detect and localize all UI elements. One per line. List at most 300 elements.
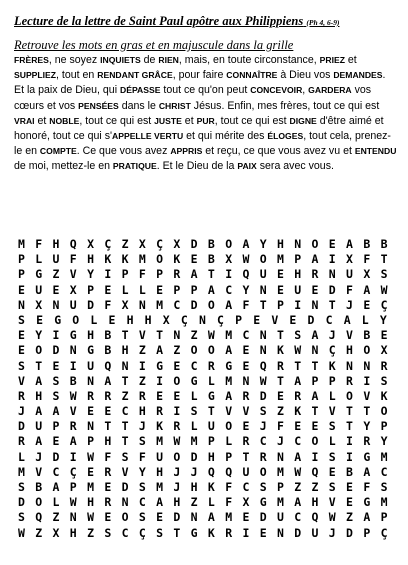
- grid-letter: B: [207, 252, 215, 267]
- grid-letter: R: [18, 388, 25, 403]
- grid-letter: P: [276, 297, 284, 312]
- grid-row: [18, 359, 398, 374]
- grid-letter: M: [156, 434, 164, 449]
- grid-letter: T: [173, 525, 181, 540]
- grid-letter: F: [225, 495, 233, 510]
- grid-letter: E: [294, 419, 302, 434]
- grid-letter: E: [328, 464, 336, 479]
- grid-letter: N: [198, 312, 206, 327]
- grid-letter: O: [225, 419, 233, 434]
- grid-letter: C: [190, 358, 198, 373]
- grid-letter: P: [69, 480, 77, 494]
- grid-letter: U: [242, 464, 250, 479]
- grid-letter: L: [18, 449, 25, 464]
- grid-letter: V: [69, 404, 77, 419]
- title-text: Lecture de la lettre de Saint Paul apôtre aux Philippiens: [14, 14, 304, 28]
- grid-letter: Ç: [180, 312, 188, 327]
- grid-letter: K: [156, 419, 164, 434]
- grid-letter: E: [276, 267, 284, 282]
- grid-letter: V: [121, 464, 129, 479]
- grid-letter: J: [35, 449, 43, 464]
- grid-letter: E: [104, 282, 112, 297]
- grid-letter: E: [363, 297, 371, 312]
- grid-letter: E: [346, 480, 353, 494]
- passage-text: , mais, en toute circonstance,: [178, 54, 320, 66]
- keyword: FRÈRES: [14, 55, 49, 65]
- keyword: GARDERA: [308, 85, 352, 96]
- grid-letter: C: [138, 495, 146, 510]
- grid-letter: A: [294, 373, 302, 388]
- grid-letter: D: [294, 525, 302, 540]
- grid-letter: T: [207, 267, 215, 282]
- grid-letter: A: [346, 237, 353, 251]
- grid-letter: P: [363, 525, 371, 540]
- grid-letter: T: [346, 404, 353, 419]
- grid-letter: E: [156, 282, 164, 297]
- grid-letter: C: [242, 328, 250, 343]
- grid-letter: Q: [104, 358, 112, 373]
- grid-letter: W: [294, 464, 302, 479]
- keyword: COMPTE: [39, 146, 77, 157]
- grid-letter: N: [87, 373, 94, 388]
- grid-letter: A: [156, 343, 164, 358]
- grid-letter: I: [52, 328, 60, 343]
- grid-letter: G: [54, 312, 62, 327]
- grid-letter: S: [259, 480, 267, 494]
- grid-row: [18, 465, 398, 480]
- grid-letter: E: [87, 404, 94, 419]
- grid-letter: O: [207, 297, 215, 312]
- grid-letter: M: [225, 373, 233, 388]
- grid-letter: G: [363, 449, 371, 464]
- grid-letter: L: [90, 312, 98, 327]
- grid-letter: K: [121, 252, 129, 267]
- grid-letter: Z: [311, 480, 319, 494]
- grid-letter: D: [121, 480, 129, 494]
- keyword: RENDANT GRÂCE: [97, 70, 173, 81]
- grid-letter: F: [276, 419, 284, 434]
- grid-letter: V: [271, 312, 279, 327]
- grid-letter: M: [138, 252, 146, 267]
- grid-letter: A: [225, 297, 233, 312]
- grid-letter: Z: [87, 525, 94, 540]
- grid-letter: Z: [346, 510, 353, 525]
- grid-letter: O: [363, 343, 371, 358]
- grid-row: [18, 389, 398, 404]
- grid-letter: A: [52, 480, 60, 494]
- grid-letter: N: [259, 328, 267, 343]
- grid-letter: M: [276, 252, 284, 267]
- grid-letter: J: [259, 419, 267, 434]
- grid-letter: K: [207, 525, 215, 540]
- grid-letter: E: [156, 510, 164, 525]
- grid-letter: A: [242, 237, 250, 251]
- grid-letter: F: [69, 252, 77, 267]
- keyword: CONCEVOIR: [250, 85, 303, 96]
- grid-letter: Q: [69, 237, 77, 251]
- grid-letter: P: [87, 282, 94, 297]
- passage-text: et: [181, 114, 197, 127]
- grid-letter: O: [173, 449, 181, 464]
- grid-letter: E: [52, 434, 60, 449]
- grid-letter: G: [35, 267, 43, 282]
- grid-letter: A: [363, 464, 371, 479]
- grid-letter: N: [328, 267, 336, 282]
- grid-letter: W: [18, 525, 25, 540]
- grid-letter: M: [276, 495, 284, 510]
- grid-letter: N: [346, 358, 353, 373]
- grid-letter: E: [36, 312, 44, 327]
- grid-letter: T: [121, 434, 129, 449]
- grid-letter: A: [311, 388, 319, 403]
- grid-letter: L: [328, 434, 336, 449]
- grid-letter: U: [52, 252, 60, 267]
- grid-letter: X: [87, 237, 94, 251]
- grid-letter: J: [138, 419, 146, 434]
- grid-letter: V: [363, 388, 371, 403]
- grid-letter: D: [346, 525, 353, 540]
- grid-letter: A: [35, 373, 43, 388]
- grid-letter: Q: [225, 464, 233, 479]
- grid-letter: Ç: [380, 525, 388, 540]
- grid-letter: S: [156, 525, 164, 540]
- grid-letter: N: [173, 328, 181, 343]
- passage-text: d'être aimé et honoré, tout ce qui s': [14, 114, 384, 143]
- grid-letter: O: [311, 237, 319, 251]
- grid-letter: K: [294, 404, 302, 419]
- grid-letter: H: [144, 312, 152, 327]
- grid-letter: E: [311, 282, 319, 297]
- passage-text: et qui mérite des: [183, 130, 268, 143]
- grid-letter: E: [18, 328, 25, 343]
- grid-letter: P: [18, 252, 25, 267]
- passage-text: , tout en: [56, 69, 98, 82]
- grid-letter: S: [380, 267, 388, 282]
- grid-row: [18, 343, 398, 358]
- grid-letter: E: [253, 312, 261, 327]
- grid-letter: P: [52, 419, 60, 434]
- grid-letter: X: [162, 312, 170, 327]
- grid-letter: G: [259, 495, 267, 510]
- grid-row: [18, 237, 398, 252]
- passage-text: . Et la paix de Dieu, qui: [14, 69, 386, 97]
- grid-letter: B: [363, 328, 371, 343]
- grid-letter: L: [225, 434, 233, 449]
- grid-letter: E: [52, 358, 60, 373]
- grid-letter: L: [121, 282, 129, 297]
- passage-text: sera avec vous.: [256, 160, 334, 173]
- grid-letter: Y: [379, 312, 387, 327]
- grid-letter: S: [190, 404, 198, 419]
- grid-letter: A: [207, 510, 215, 525]
- grid-letter: L: [52, 495, 60, 510]
- grid-letter: G: [225, 358, 233, 373]
- grid-letter: Z: [121, 237, 129, 251]
- grid-letter: A: [207, 282, 215, 297]
- grid-letter: Z: [276, 404, 284, 419]
- grid-letter: E: [104, 480, 112, 494]
- grid-letter: T: [156, 328, 164, 343]
- grid-letter: A: [294, 495, 302, 510]
- grid-letter: N: [121, 358, 129, 373]
- grid-letter: T: [346, 419, 353, 434]
- grid-letter: B: [380, 237, 388, 251]
- grid-row: [18, 450, 398, 465]
- grid-letter: L: [138, 282, 146, 297]
- grid-letter: G: [190, 373, 198, 388]
- grid-letter: K: [173, 252, 181, 267]
- grid-letter: W: [87, 510, 94, 525]
- grid-letter: H: [207, 449, 215, 464]
- grid-letter: E: [242, 510, 250, 525]
- grid-letter: M: [380, 449, 388, 464]
- grid-letter: B: [207, 237, 215, 251]
- grid-letter: G: [207, 388, 215, 403]
- grid-letter: O: [346, 388, 353, 403]
- grid-letter: D: [52, 449, 60, 464]
- passage-text: vos cœurs et vos: [14, 84, 372, 112]
- keyword: DIGNE: [289, 115, 317, 126]
- grid-letter: F: [225, 480, 233, 494]
- grid-letter: I: [69, 449, 77, 464]
- grid-letter: R: [311, 267, 319, 282]
- grid-letter: L: [207, 495, 215, 510]
- grid-letter: M: [18, 464, 25, 479]
- grid-letter: P: [311, 373, 319, 388]
- grid-letter: H: [311, 495, 319, 510]
- grid-letter: P: [173, 282, 181, 297]
- keyword: RIEN: [158, 55, 179, 65]
- grid-row: [18, 419, 398, 434]
- grid-letter: L: [361, 312, 369, 327]
- grid-letter: X: [173, 237, 181, 251]
- grid-letter: S: [380, 373, 388, 388]
- grid-letter: L: [328, 388, 336, 403]
- grid-letter: S: [138, 510, 146, 525]
- grid-letter: V: [138, 328, 146, 343]
- grid-letter: Y: [242, 282, 250, 297]
- grid-row: [18, 267, 398, 282]
- keyword: PUR: [196, 115, 215, 126]
- grid-letter: N: [138, 297, 146, 312]
- grid-letter: N: [294, 237, 302, 251]
- keyword: APPRIS: [170, 146, 203, 157]
- grid-letter: U: [276, 510, 284, 525]
- grid-letter: O: [380, 404, 388, 419]
- grid-letter: A: [343, 312, 351, 327]
- grid-letter: H: [173, 495, 181, 510]
- grid-letter: S: [52, 373, 60, 388]
- grid-letter: T: [207, 404, 215, 419]
- grid-letter: P: [225, 449, 233, 464]
- grid-letter: Q: [311, 464, 319, 479]
- grid-letter: S: [52, 388, 60, 403]
- grid-letter: H: [121, 343, 129, 358]
- grid-letter: E: [52, 282, 60, 297]
- grid-letter: L: [190, 419, 198, 434]
- keyword: PRIEZ: [319, 55, 345, 65]
- grid-letter: O: [207, 343, 215, 358]
- grid-letter: A: [69, 434, 77, 449]
- grid-letter: Z: [121, 388, 129, 403]
- grid-row: [18, 434, 398, 449]
- grid-letter: N: [69, 343, 77, 358]
- grid-letter: D: [18, 419, 25, 434]
- grid-row: [18, 404, 398, 419]
- grid-letter: T: [311, 358, 319, 373]
- grid-letter: H: [35, 388, 43, 403]
- grid-letter: C: [121, 404, 129, 419]
- grid-letter: D: [307, 312, 315, 327]
- grid-letter: J: [328, 328, 336, 343]
- grid-letter: C: [380, 464, 388, 479]
- grid-letter: A: [190, 267, 198, 282]
- grid-letter: W: [69, 388, 77, 403]
- grid-letter: P: [207, 434, 215, 449]
- grid-letter: P: [190, 282, 198, 297]
- grid-letter: R: [380, 358, 388, 373]
- grid-letter: X: [225, 252, 233, 267]
- grid-letter: E: [346, 495, 353, 510]
- grid-letter: Ç: [138, 525, 146, 540]
- grid-letter: R: [207, 358, 215, 373]
- grid-letter: M: [18, 237, 25, 251]
- grid-letter: F: [363, 252, 371, 267]
- grid-letter: S: [104, 525, 112, 540]
- grid-letter: S: [138, 434, 146, 449]
- grid-letter: T: [311, 404, 319, 419]
- grid-letter: N: [190, 510, 198, 525]
- grid-letter: G: [156, 358, 164, 373]
- grid-letter: Z: [190, 328, 198, 343]
- grid-letter: M: [225, 328, 233, 343]
- grid-letter: R: [156, 404, 164, 419]
- grid-letter: Z: [173, 343, 181, 358]
- grid-letter: R: [104, 464, 112, 479]
- keyword: DEMANDES: [333, 70, 383, 81]
- grid-letter: K: [328, 358, 336, 373]
- grid-letter: S: [18, 480, 25, 494]
- grid-letter: F: [104, 449, 112, 464]
- grid-letter: J: [328, 525, 336, 540]
- grid-letter: U: [207, 419, 215, 434]
- grid-row: [18, 298, 398, 313]
- passage-text: dans le: [118, 99, 159, 112]
- grid-letter: J: [190, 464, 198, 479]
- grid-letter: U: [35, 419, 43, 434]
- keyword: ÉLOGES: [267, 131, 304, 142]
- grid-letter: S: [380, 480, 388, 494]
- grid-letter: F: [35, 237, 43, 251]
- grid-letter: N: [87, 419, 94, 434]
- grid-letter: V: [242, 404, 250, 419]
- grid-letter: J: [18, 404, 25, 419]
- grid-letter: I: [363, 373, 371, 388]
- grid-letter: H: [346, 343, 353, 358]
- passage-text: , tout ce qui est: [79, 114, 155, 127]
- grid-letter: E: [242, 358, 250, 373]
- grid-row: [18, 374, 398, 389]
- grid-letter: Z: [35, 525, 43, 540]
- grid-letter: R: [69, 419, 77, 434]
- grid-letter: D: [328, 282, 336, 297]
- grid-letter: R: [346, 373, 353, 388]
- passage-text: , ne soyez: [48, 54, 101, 66]
- grid-letter: Q: [311, 510, 319, 525]
- grid-letter: H: [156, 464, 164, 479]
- grid-letter: N: [242, 373, 250, 388]
- grid-letter: F: [138, 267, 146, 282]
- grid-letter: E: [18, 343, 25, 358]
- grid-letter: R: [173, 267, 181, 282]
- grid-letter: N: [363, 358, 371, 373]
- grid-letter: U: [69, 297, 77, 312]
- passage-text: tout ce qu'on peut: [160, 84, 251, 97]
- grid-letter: N: [69, 510, 77, 525]
- grid-letter: H: [138, 404, 146, 419]
- keyword: PENSÉES: [78, 100, 119, 111]
- scripture-passage: [14, 53, 398, 175]
- grid-letter: Ç: [217, 312, 224, 327]
- grid-letter: J: [173, 464, 181, 479]
- grid-letter: D: [18, 495, 25, 510]
- grid-letter: H: [52, 237, 60, 251]
- grid-letter: G: [363, 495, 371, 510]
- grid-letter: N: [259, 343, 267, 358]
- grid-letter: U: [346, 267, 353, 282]
- grid-letter: M: [380, 495, 388, 510]
- grid-row: [18, 526, 398, 541]
- grid-letter: P: [294, 252, 302, 267]
- keyword: NOBLE: [49, 115, 80, 126]
- grid-letter: E: [276, 388, 284, 403]
- grid-letter: T: [35, 358, 43, 373]
- grid-letter: A: [35, 434, 43, 449]
- grid-letter: T: [104, 419, 112, 434]
- grid-letter: L: [190, 388, 198, 403]
- keyword: CHRIST: [158, 100, 191, 111]
- keyword: JUSTE: [154, 115, 182, 126]
- grid-letter: V: [225, 404, 233, 419]
- grid-letter: C: [294, 434, 302, 449]
- grid-letter: Z: [52, 510, 60, 525]
- grid-row: [18, 328, 398, 343]
- grid-letter: Q: [242, 267, 250, 282]
- passage-text: de: [140, 54, 159, 66]
- grid-letter: E: [242, 343, 250, 358]
- grid-letter: A: [311, 328, 319, 343]
- grid-letter: W: [207, 328, 215, 343]
- grid-letter: R: [104, 495, 112, 510]
- grid-letter: U: [311, 525, 319, 540]
- grid-letter: O: [35, 343, 43, 358]
- grid-letter: X: [121, 297, 129, 312]
- keyword: PAIX: [237, 161, 257, 172]
- grid-letter: Ç: [380, 297, 388, 312]
- grid-letter: R: [18, 434, 25, 449]
- grid-row: [18, 252, 398, 267]
- grid-letter: P: [156, 267, 164, 282]
- grid-letter: E: [173, 358, 181, 373]
- grid-letter: T: [328, 297, 336, 312]
- grid-letter: H: [69, 525, 77, 540]
- grid-letter: N: [276, 449, 284, 464]
- grid-letter: C: [121, 525, 129, 540]
- grid-letter: O: [225, 237, 233, 251]
- grid-letter: R: [138, 388, 146, 403]
- grid-letter: X: [346, 252, 353, 267]
- passage-text: . Ce que vous avez: [76, 145, 171, 158]
